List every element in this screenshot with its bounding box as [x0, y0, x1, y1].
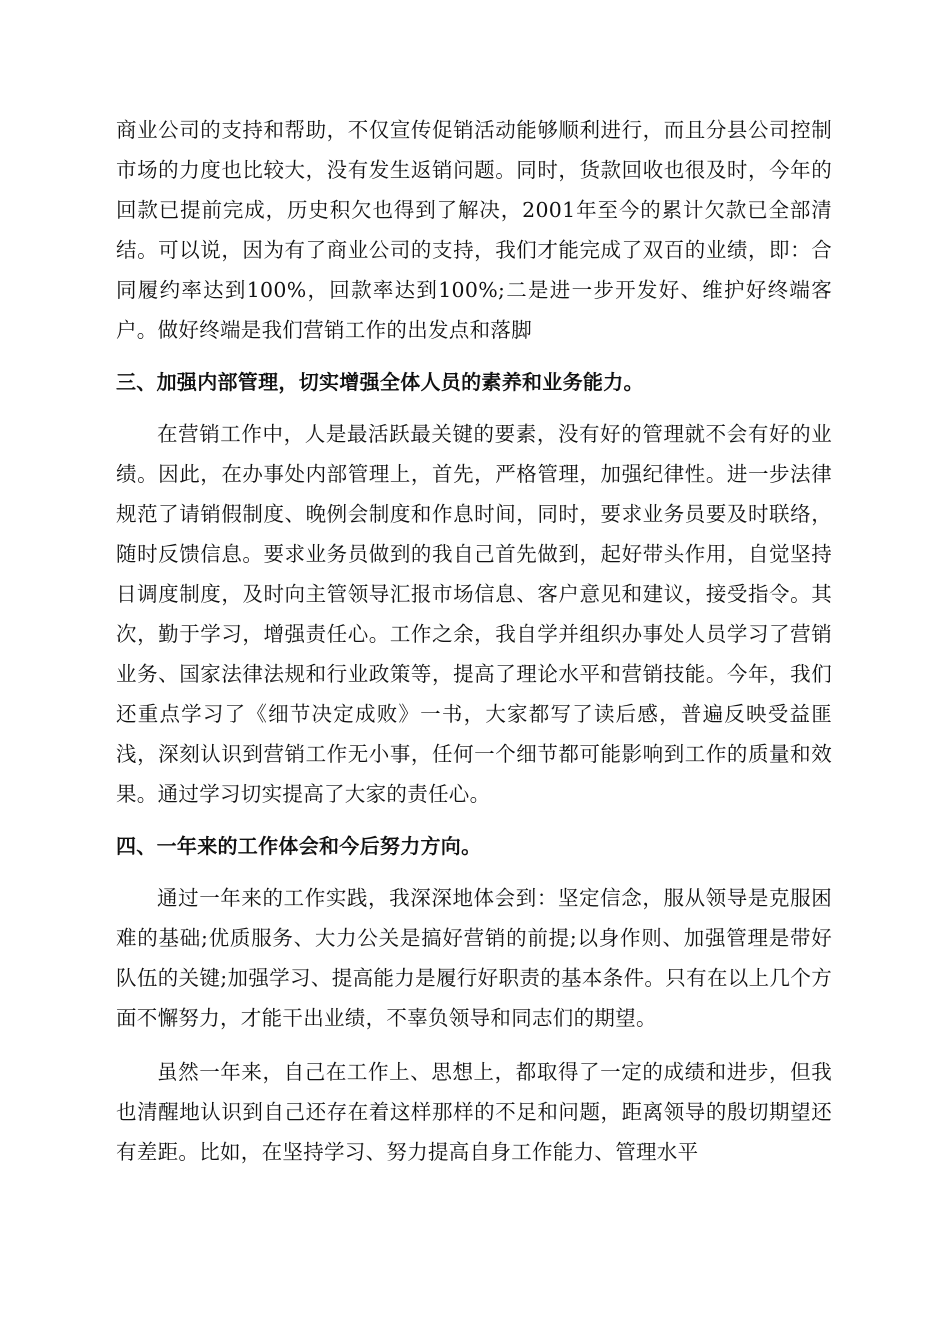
- paragraph-section-4b: 虽然一年来，自己在工作上、思想上，都取得了一定的成绩和进步，但我也清醒地认识到自己还存在着这样那样的不足和问题，距离领导的殷切期望还有差距。比如，在坚持学习、努力提高自身工作能力、管理水平: [116, 1060, 832, 1164]
- paragraph-section-4a: 通过一年来的工作实践，我深深地体会到：坚定信念，服从领导是克服困难的基础;优质服务、大力公关是搞好营销的前提;以身作则、加强管理是带好队伍的关键;加强学习、提高能力是履行好职责的基本条件。只有在以上几个方面不懈努力，才能干出业绩，不辜负领导和同志们的期望。: [116, 886, 832, 1030]
- section-heading-3: 三、加强内部管理，切实增强全体人员的素养和业务能力。: [116, 370, 644, 394]
- section-heading-4: 四、一年来的工作体会和今后努力方向。: [116, 834, 482, 858]
- document-page: [116, 110, 832, 1172]
- paragraph-intro: 商业公司的支持和帮助，不仅宣传促销活动能够顺利进行，而且分县公司控制市场的力度也比较大，没有发生返销问题。同时，货款回收也很及时，今年的回款已提前完成，历史积欠也得到了解决，2001年至今的累计欠款已全部清结。可以说，因为有了商业公司的支持，我们才能完成了双百的业绩，即：合同履约率达到100%，回款率达到100%;二是进一步开发好、维护好终端客户。做好终端是我们营销工作的出发点和落脚: [116, 118, 832, 342]
- paragraph-section-3: 在营销工作中，人是最活跃最关键的要素，没有好的管理就不会有好的业绩。因此，在办事处内部管理上，首先，严格管理，加强纪律性。进一步法律规范了请销假制度、晚例会制度和作息时间，同时，要求业务员要及时联络，随时反馈信息。要求业务员做到的我自己首先做到，起好带头作用，自觉坚持日调度制度，及时向主管领导汇报市场信息、客户意见和建议，接受指令。其次，勤于学习，增强责任心。工作之余，我自学并组织办事处人员学习了营销业务、国家法律法规和行业政策等，提高了理论水平和营销技能。今年，我们还重点学习了《细节决定成败》一书，大家都写了读后感，普遍反映受益匪浅，深刻认识到营销工作无小事，任何一个细节都可能影响到工作的质量和效果。通过学习切实提高了大家的责任心。: [116, 422, 832, 806]
